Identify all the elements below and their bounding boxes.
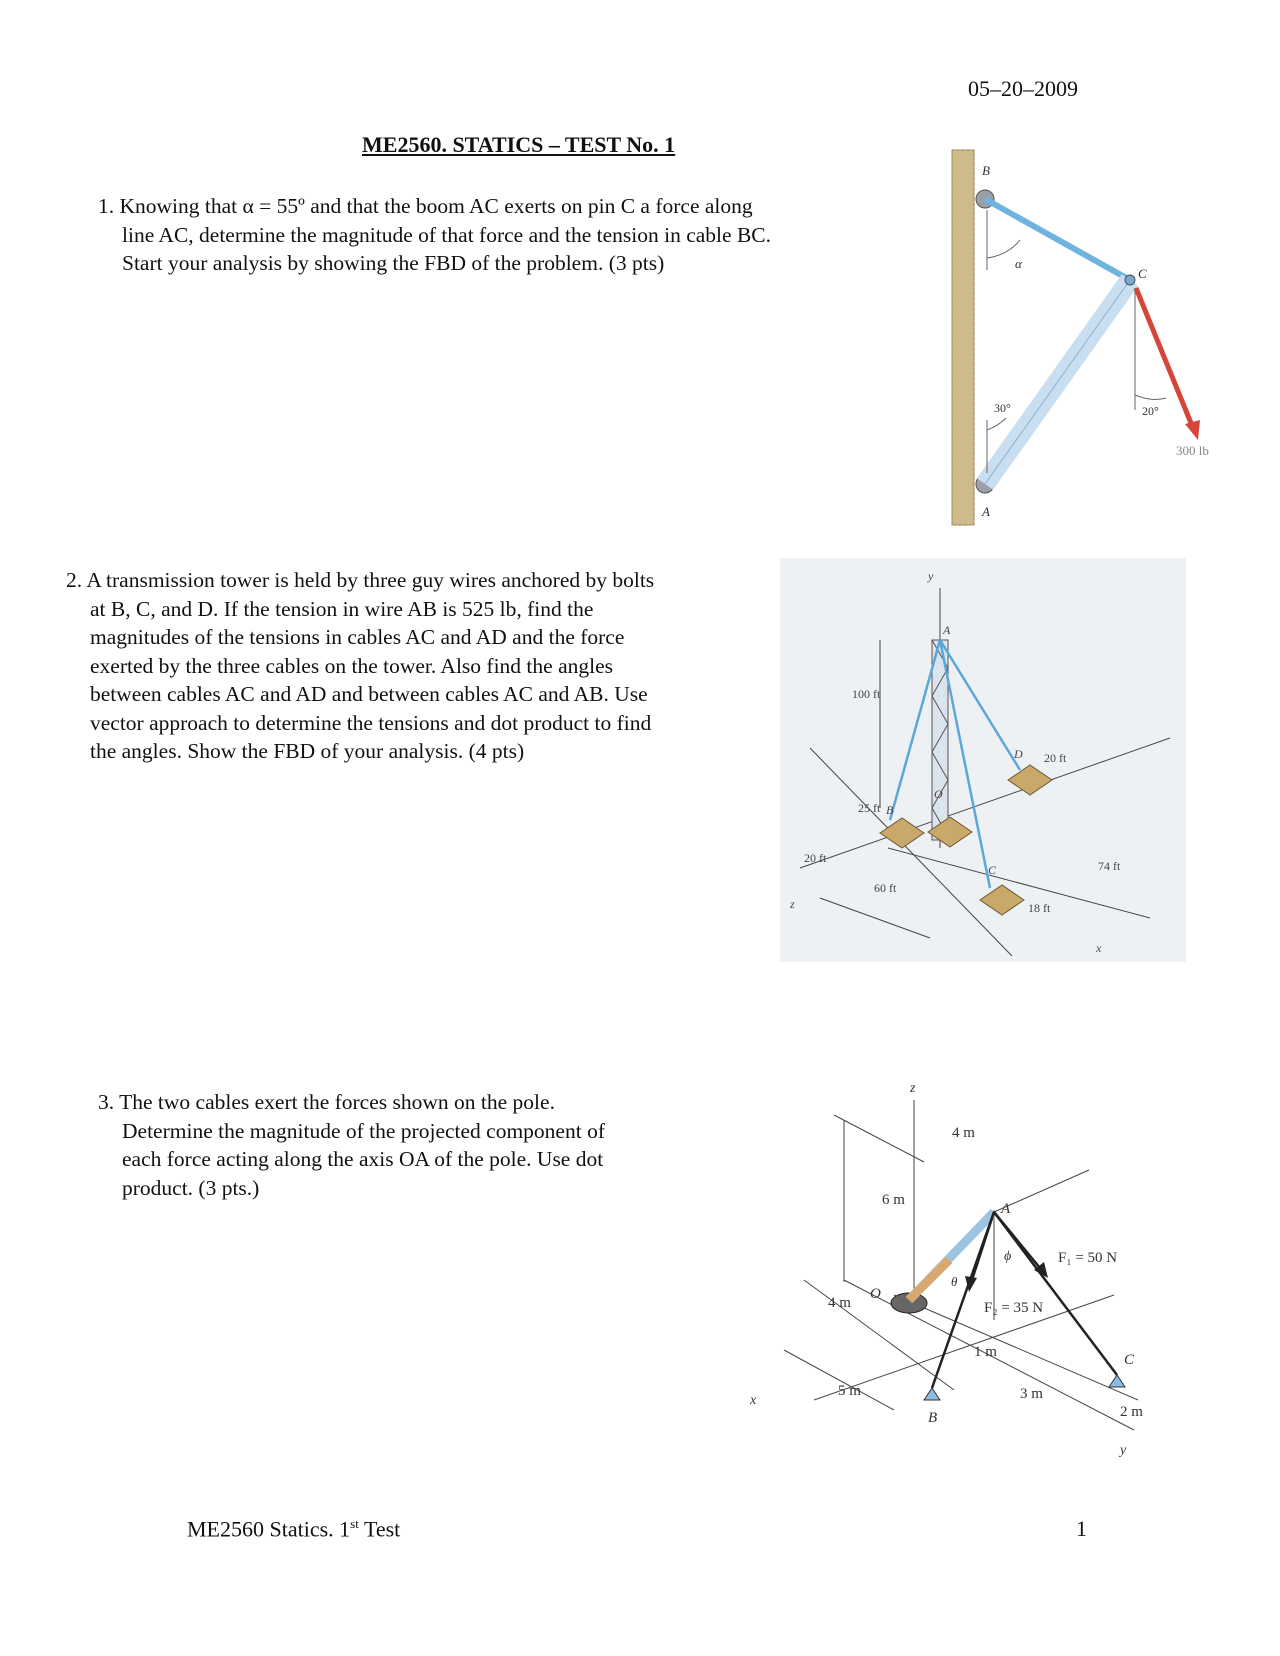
figure-2-tower-diagram <box>780 558 1186 962</box>
label-100ft: 100 ft <box>852 687 881 701</box>
page-number: 1 <box>1076 1516 1087 1541</box>
label-y: y <box>928 569 934 583</box>
label-6m: 6 m <box>882 1192 905 1208</box>
label-60ft: 60 ft <box>874 881 897 895</box>
label-a: A <box>982 504 990 519</box>
test-title: ME2560. STATICS – TEST No. 1 <box>362 132 676 157</box>
question-line: 2. A transmission tower is held by three guy wires anchored by bolts <box>66 568 655 592</box>
label-18ft: 18 ft <box>1028 901 1051 915</box>
label-a: A <box>943 623 951 637</box>
label-a: A <box>1001 1201 1011 1217</box>
footer-test-text: Test <box>358 1516 401 1542</box>
label-20ft-left: 20 ft <box>804 851 827 865</box>
question-2 <box>66 566 762 766</box>
question-line: Start your analysis by showing the FBD of the problem. (3 pts) <box>122 251 665 275</box>
question-line: product. (3 pts.) <box>122 1175 260 1200</box>
label-o: O <box>934 787 943 801</box>
figure-3-pole-diagram <box>744 1070 1164 1470</box>
question-line: Determine the magnitude of the projected component of <box>122 1118 605 1143</box>
label-alpha: α <box>1015 256 1022 271</box>
label-f2: F₂ = 35 N <box>984 1300 1044 1316</box>
label-b: B <box>982 163 990 178</box>
label-3m: 3 m <box>1020 1386 1043 1402</box>
question-line: vector approach to determine the tensions and dot product to find <box>90 710 652 735</box>
label-o: O <box>870 1286 881 1302</box>
question-3 <box>98 1088 724 1202</box>
label-x: x <box>750 1393 757 1408</box>
label-z: z <box>910 1081 916 1096</box>
label-phi: ϕ <box>1004 1249 1012 1264</box>
test-date: 05–20–2009 <box>968 76 1078 101</box>
label-4m-top: 4 m <box>952 1125 975 1141</box>
footer-course-text: ME2560 Statics. 1 <box>187 1516 351 1542</box>
label-y: y <box>1120 1443 1127 1458</box>
question-line: line AC, determine the magnitude of that force and the tension in cable BC. <box>122 222 771 247</box>
label-angle-30: 30° <box>994 401 1011 415</box>
figure-1-boom-diagram <box>930 140 1230 540</box>
footer-course <box>187 1516 400 1542</box>
question-line: 1. Knowing that α = 55º and that the boom AC exerts on pin C a force along <box>98 194 753 218</box>
question-line: magnitudes of the tensions in cables AC and AD and the force <box>90 625 625 649</box>
label-25ft: 25 ft <box>858 801 881 815</box>
label-74ft: 74 ft <box>1098 859 1121 873</box>
label-z: z <box>790 897 795 911</box>
label-b: B <box>886 803 894 817</box>
label-f1: F₁ = 50 N <box>1058 1250 1118 1266</box>
label-theta: θ <box>951 1274 958 1289</box>
label-c: C <box>988 863 997 877</box>
question-line: 3. The two cables exert the forces shown on the pole. <box>98 1090 555 1114</box>
label-1m: 1 m <box>974 1344 997 1360</box>
label-c: C <box>1124 1352 1135 1368</box>
label-d: D <box>1014 747 1023 761</box>
footer-ordinal: st <box>350 1516 359 1531</box>
label-b: B <box>928 1410 938 1426</box>
label-20ft-top: 20 ft <box>1044 751 1067 765</box>
question-line: between cables AC and AD and between cables AC and AB. Use <box>90 682 648 706</box>
label-4m-left: 4 m <box>828 1295 851 1311</box>
question-1 <box>98 192 894 278</box>
question-line: exerted by the three cables on the tower. Also find the angles <box>90 653 614 678</box>
question-line: at B, C, and D. If the tension in wire AB is 525 lb, find the <box>90 596 594 621</box>
label-load: 300 lb <box>1176 443 1209 458</box>
label-5m: 5 m <box>838 1383 861 1399</box>
question-line: each force acting along the axis OA of the pole. Use dot <box>122 1147 604 1171</box>
label-2m: 2 m <box>1120 1404 1143 1420</box>
question-line: the angles. Show the FBD of your analysis. (4 pts) <box>90 739 525 763</box>
label-c: C <box>1138 266 1147 281</box>
label-x: x <box>1096 941 1102 955</box>
label-angle-20: 20° <box>1142 404 1159 418</box>
